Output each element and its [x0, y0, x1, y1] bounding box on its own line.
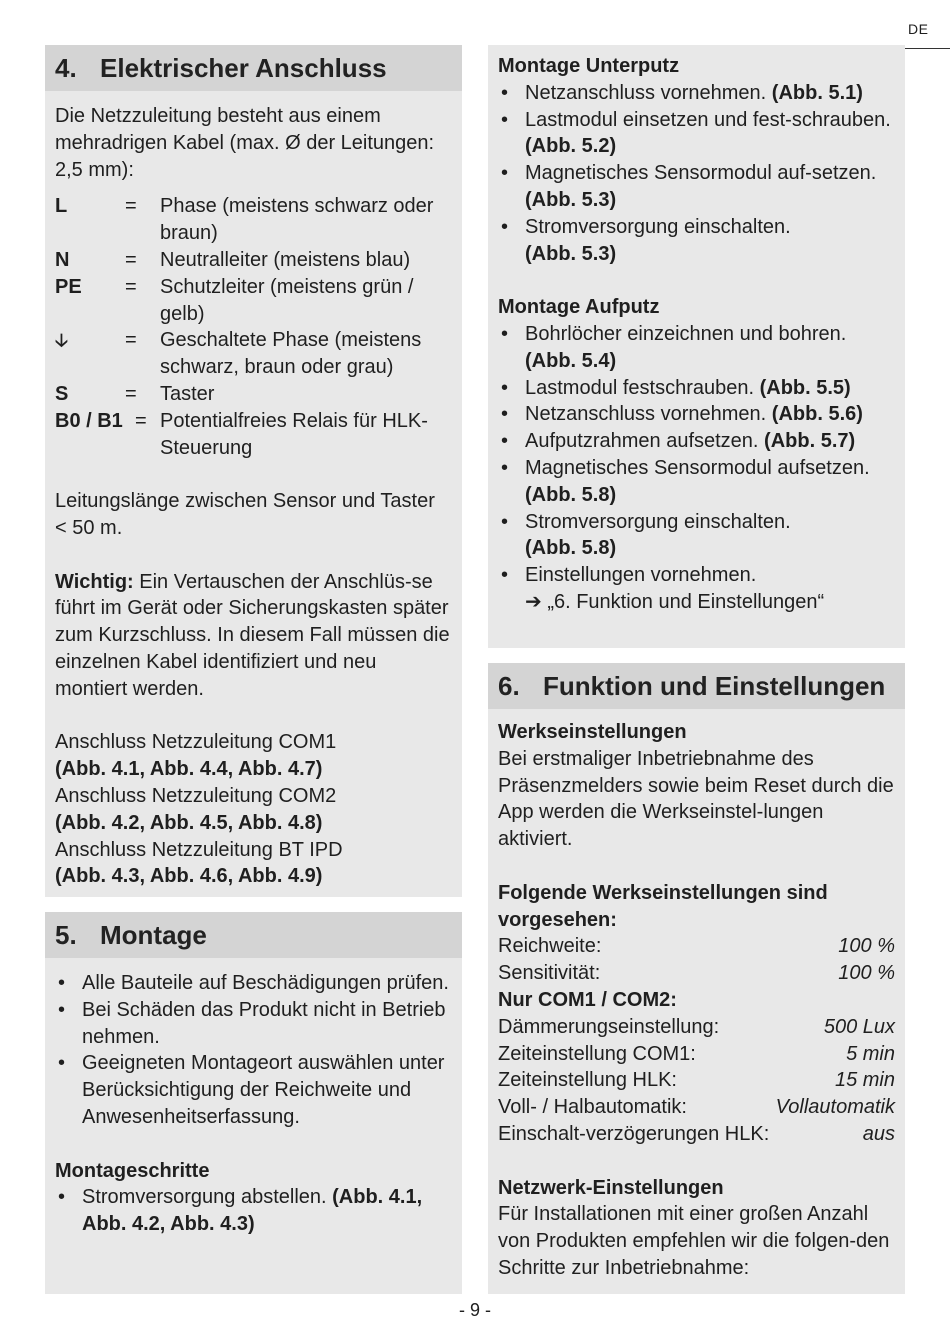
- setting-row: Sensitivität: 100 %: [498, 962, 895, 985]
- wire-term: PE: [55, 275, 82, 298]
- section-5-title: Montage: [100, 920, 207, 950]
- language-tag: DE: [908, 21, 929, 37]
- setting-row: Zeiteinstellung HLK: 15 min: [498, 1069, 895, 1092]
- wire-term: N: [55, 248, 70, 271]
- steps-list: [55, 1184, 452, 1238]
- list-item: • Netzanschluss vornehmen. (Abb. 5.6): [498, 401, 895, 428]
- list-item: • Stromversorgung abstellen. (Abb. 4.1, Abb. 4.2, Abb. 4.3): [55, 1184, 452, 1238]
- wire-term: B0 / B1: [55, 409, 123, 432]
- list-item: • Lastmodul festschrauben. (Abb. 5.5): [498, 375, 895, 402]
- setting-row: Zeiteinstellung COM1: 5 min: [498, 1042, 895, 1065]
- wire-desc: Potentialfreies Relais für HLK-Steuerung: [160, 409, 428, 459]
- connection-item: Anschluss Netzzuleitung COM2 (Abb. 4.2, Abb. 4.5, Abb. 4.8): [55, 784, 337, 834]
- list-item: • Stromversorgung einschalten. (Abb. 5.3): [498, 214, 895, 268]
- important-note: [55, 569, 452, 703]
- wire-def-row: PE = Schutzleiter (meistens grün / gelb): [55, 274, 452, 328]
- list-item: • Lastmodul einsetzen und fest-schrauben. (Abb. 5.2): [498, 107, 895, 161]
- wire-term: L: [55, 195, 68, 218]
- montage-bullets: [55, 970, 452, 1131]
- section-6-header: [488, 663, 905, 709]
- list-item: • Geeigneten Montageort auswählen unter Berücksichtigung der Reichweite und Anwesenheitserfassung.: [55, 1050, 452, 1130]
- defaults-heading: Folgende Werkseinstellungen sind vorgesehen:: [498, 881, 828, 931]
- aufputz-heading: Montage Aufputz: [498, 296, 660, 319]
- list-item: • Bei Schäden das Produkt nicht in Betrieb nehmen.: [55, 997, 452, 1051]
- list-item: • Aufputzrahmen aufsetzen. (Abb. 5.7): [498, 428, 895, 455]
- section-5-box: [45, 912, 462, 1294]
- wire-desc: Neutralleiter (meistens blau): [160, 248, 411, 271]
- section-4-header: [45, 45, 462, 91]
- setting-row: Reichweite: 100 %: [498, 935, 895, 958]
- connection-item: Anschluss Netzzuleitung BT IPD (Abb. 4.3, Abb. 4.6, Abb. 4.9): [55, 838, 343, 888]
- wire-desc: Taster: [160, 382, 215, 405]
- com-heading: Nur COM1 / COM2:: [498, 988, 677, 1011]
- wire-definitions: [55, 193, 452, 461]
- setting-row: Voll- / Halbautomatik: Vollautomatik: [498, 1096, 895, 1119]
- list-item: • Magnetisches Sensormodul aufsetzen. (Abb. 5.8): [498, 455, 895, 509]
- wire-def-row: S = Taster: [55, 381, 452, 408]
- important-label: Wichtig:: [55, 570, 134, 593]
- page-number: - 9 -: [458, 1300, 491, 1320]
- setting-row: Einschalt-verzögerungen HLK: aus: [498, 1122, 895, 1145]
- steps-heading: Montageschritte: [55, 1159, 210, 1182]
- list-item: • Stromversorgung einschalten. (Abb. 5.8): [498, 509, 895, 563]
- network-heading: Netzwerk-Einstellungen: [498, 1176, 724, 1199]
- wire-def-row: L = Phase (meistens schwarz oder braun): [55, 193, 452, 247]
- section-5-number: 5.: [55, 920, 77, 950]
- mounting-steps-box: [488, 45, 905, 648]
- factory-heading: Werkseinstellungen: [498, 721, 687, 743]
- section-4-intro: Die Netzzuleitung besteht aus einem mehradrigen Kabel (max. Ø der Leitungen: 2,5 mm):: [55, 105, 435, 181]
- connection-item: Anschluss Netzzuleitung COM1 (Abb. 4.1, Abb. 4.4, Abb. 4.7): [55, 731, 337, 781]
- wire-def-row: B0 / B1 = Potentialfreies Relais für HLK-Steuerung: [55, 408, 452, 462]
- section-4-number: 4.: [55, 53, 77, 83]
- wire-desc: Schutzleiter (meistens grün / gelb): [160, 275, 414, 325]
- list-item: • Netzanschluss vornehmen. (Abb. 5.1): [498, 80, 895, 107]
- section-4-title: Elektrischer Anschluss: [100, 53, 387, 83]
- wire-def-row: 🡣 = Geschaltete Phase (meistens schwarz, braun oder grau): [55, 327, 452, 381]
- wire-term: S: [55, 382, 69, 405]
- unterputz-list: [498, 80, 895, 268]
- cable-length-note: Leitungslänge zwischen Sensor und Taster < 50 m.: [55, 490, 435, 539]
- cross-reference-link[interactable]: ➔ „6. Funktion und Einstellungen“: [525, 590, 825, 613]
- switched-phase-arrow-icon: 🡣: [55, 330, 68, 351]
- wire-def-row: N = Neutralleiter (meistens blau): [55, 247, 452, 274]
- section-4-box: [45, 45, 462, 897]
- section-5-header: [45, 912, 462, 958]
- unterputz-heading: Montage Unterputz: [498, 55, 680, 77]
- important-text: Ein Vertauschen der Anschlüs-se führt im Gerät oder Sicherungskasten später zum Kurzschluss. In diesem Fall müssen die einzelnen Kabel identifiziert und neu montiert werden.: [55, 570, 450, 700]
- section-6-title: Funktion und Einstellungen: [543, 671, 886, 701]
- network-text: Für Installationen mit einer großen Anzahl von Produkten empfehlen wir die folgen-den Schritte zur Inbetriebnahme:: [498, 1203, 890, 1279]
- list-item: • Bohrlöcher einzeichnen und bohren. (Abb. 5.4): [498, 321, 895, 375]
- list-item: • Magnetisches Sensormodul auf-setzen. (Abb. 5.3): [498, 160, 895, 214]
- list-item: • Einstellungen vornehmen. ➔ „6. Funktion und Einstellungen“: [498, 562, 895, 616]
- factory-text: Bei erstmaliger Inbetriebnahme des Präsenzmelders sowie beim Reset durch die App werden die Werkseinstel-lungen aktiviert.: [498, 747, 894, 851]
- wire-desc: Geschaltete Phase (meistens schwarz, braun oder grau): [160, 329, 422, 379]
- section-6-box: [488, 663, 905, 1294]
- language-rule: [905, 48, 950, 49]
- setting-row: Dämmerungseinstellung: 500 Lux: [498, 1015, 895, 1038]
- aufputz-list: [498, 321, 895, 616]
- list-item: • Alle Bauteile auf Beschädigungen prüfen.: [55, 970, 452, 997]
- wire-desc: Phase (meistens schwarz oder braun): [160, 195, 434, 245]
- section-6-number: 6.: [498, 671, 520, 701]
